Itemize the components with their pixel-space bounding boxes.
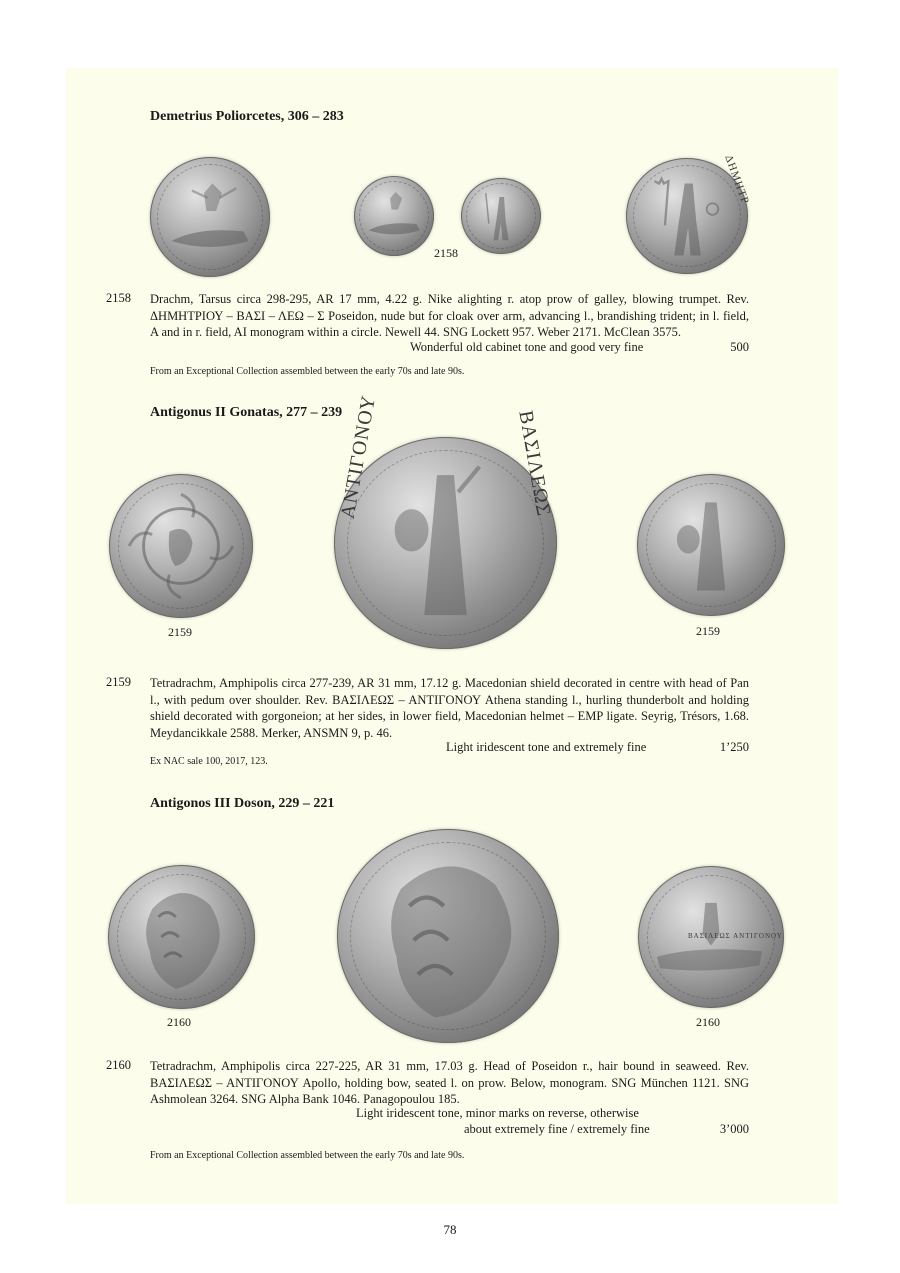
coin-2158-obverse-enlarged (150, 157, 270, 277)
coin-2159-reverse-enlarged (334, 393, 557, 649)
coin-legend: ΒΑΣΙΛΕΩΣ ΑΝΤΙΓΟΝΟΥ (688, 932, 783, 940)
grade: Wonderful old cabinet tone and good very fine (410, 340, 644, 354)
coin-2159-obverse (109, 474, 253, 618)
galley-prow-nike-icon (150, 157, 270, 277)
grade: Light iridescent tone and extremely fine (446, 740, 647, 754)
galley-prow-icon (354, 176, 434, 256)
image-caption-right: 2160 (696, 1015, 720, 1029)
coin-2160-obverse (108, 865, 255, 1009)
page-number: 78 (443, 1222, 457, 1237)
lot-number: 2159 (106, 675, 131, 689)
estimate: 3’000 (719, 1122, 749, 1136)
coin-2158-reverse (461, 178, 541, 254)
estimate: 500 (730, 340, 749, 354)
grade-line-1: Light iridescent tone, minor marks on reverse, otherwise (356, 1106, 639, 1120)
image-caption-left: 2159 (168, 625, 192, 639)
poseidon-standing-icon (461, 178, 541, 254)
provenance: From an Exceptional Collection assembled between the early 70s and late 90s. (150, 366, 465, 377)
section-title-demetrius: Demetrius Poliorcetes, 306 – 283 (150, 109, 344, 124)
coin-2158-obverse (354, 176, 434, 256)
lot-number: 2158 (106, 291, 131, 305)
coin-2160-reverse (638, 866, 784, 1008)
athena-standing-icon (637, 474, 785, 616)
image-caption-left: 2160 (167, 1015, 191, 1029)
image-caption-right: 2159 (696, 624, 720, 638)
lot-description: Tetradrachm, Amphipolis circa 227-225, AR 31 mm, 17.03 g. Head of Poseidon r., hair bound in seaweed. Rev. ΒΑΣΙΛΕΩΣ – ΑΝΤΙΓΟΝΟΥ Apollo, holding bow, seated l. on prow. Below, monogram. SNG München 1121. SNG Ashmolean 3264. SNG Alpha Bank 1046. Panagopoulou 185. (150, 1059, 749, 1106)
lot-description: Drachm, Tarsus circa 298-295, AR 17 mm, 4.22 g. Nike alighting r. atop prow of galley, blowing trumpet. Rev. ΔΗΜΗΤΡΙΟΥ – ΒΑΣΙ – ΛΕΩ – Σ Poseidon, nude but for cloak over arm, advancing l., brandishing trident; in l. field, A and in r. field, AI monogram within a circle. Newell 44. SNG Lockett 957. Weber 2171. McClean 3575. (150, 292, 749, 339)
lot-number: 2160 (106, 1058, 131, 1072)
section-title-antigonos-iii: Antigonos III Doson, 229 – 221 (150, 796, 335, 811)
grade-line-2: about extremely fine / extremely fine (464, 1122, 650, 1136)
coin-legend: ΔΗΜΗΤΡ (722, 153, 752, 207)
lot-description: Tetradrachm, Amphipolis circa 277-239, AR 31 mm, 17.12 g. Macedonian shield decorated in centre with head of Pan l., with pedum over shoulder. Rev. ΒΑΣΙΛΕΩΣ – ΑΝΤΙΓΟΝΟΥ Athena standing l., hurling thunderbolt and holding shield decorated with gorgoneion; at her sides, in lower field, Macedonian helmet – EMP ligate. Seyrig, Trésors, 1.68. Meydancikkale 2588. Merker, ANSMN 9, p. 46. (150, 676, 749, 740)
coin-2158-reverse-enlarged (626, 153, 752, 274)
image-caption: 2158 (434, 246, 458, 260)
poseidon-head-large-icon (337, 829, 559, 1043)
coin-2160-obverse-enlarged (337, 829, 559, 1043)
coin-2159-reverse (637, 474, 785, 616)
provenance: Ex NAC sale 100, 2017, 123. (150, 756, 268, 767)
provenance: From an Exceptional Collection assembled between the early 70s and late 90s. (150, 1150, 465, 1161)
macedonian-shield-pan-icon (109, 474, 253, 618)
section-title-antigonus-ii: Antigonus II Gonatas, 277 – 239 (150, 405, 343, 420)
coin-legend-left: ΑΝΤΙΓΟΝΟΥ (336, 393, 381, 521)
coin-legend-right: ΒΑΣΙΛΕΩΣ (514, 408, 555, 519)
estimate: 1’250 (719, 740, 749, 754)
poseidon-head-icon (108, 865, 255, 1009)
